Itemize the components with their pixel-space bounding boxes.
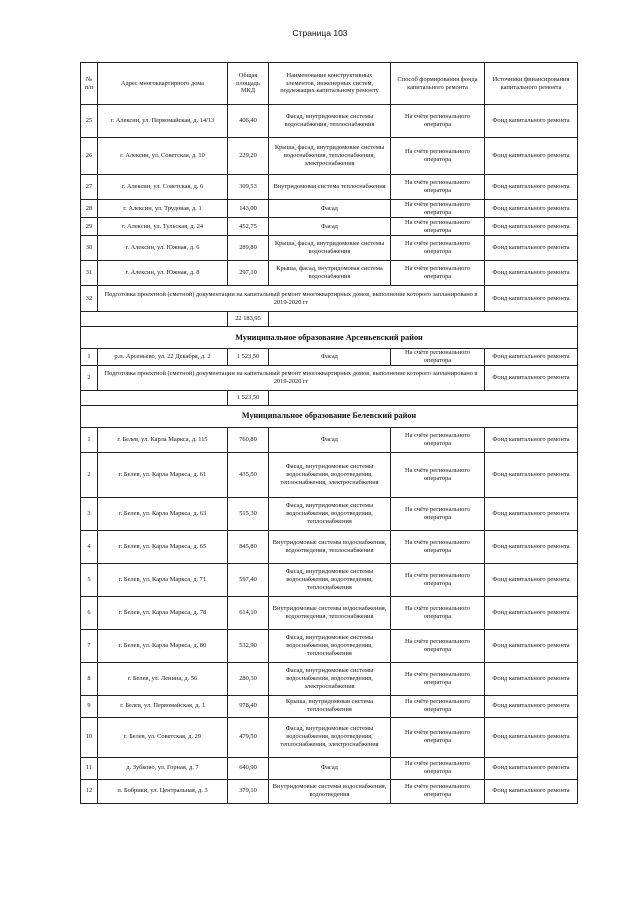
header-method: Способ формирования фонда капитального ремонта — [391, 63, 485, 105]
row-source: Фонд капитального ремонта — [485, 138, 578, 175]
row-elements: Фасад, внутридомовые системы водоснабжения, водоотведения, электроснабжения — [269, 662, 391, 695]
total-row — [81, 312, 578, 327]
row-source: Фонд капитального ремонта — [485, 349, 578, 366]
row-method: На счёте регионального оператора — [391, 218, 485, 236]
row-source: Фонд капитального ремонта — [485, 497, 578, 530]
row-source: Фонд капитального ремонта — [485, 563, 578, 596]
row-num: 30 — [81, 236, 98, 261]
row-num: 31 — [81, 261, 98, 286]
total-area: 22 183,95 — [228, 312, 269, 327]
design-docs-row — [81, 365, 578, 390]
table-row — [81, 497, 578, 530]
capital-repair-table — [80, 62, 578, 804]
row-area: 1 523,50 — [228, 349, 269, 366]
row-address: г. Алексин, ул. Южная, д. 6 — [98, 236, 228, 261]
header-num: № п/п — [81, 63, 98, 105]
table-row — [81, 717, 578, 757]
row-source: Фонд капитального ремонта — [485, 218, 578, 236]
row-elements: Внутридомовые системы водоснабжения, водоотведения, теплоснабжения — [269, 530, 391, 563]
row-elements: Внутридомовые системы водоснабжения, водоотведения, теплоснабжения — [269, 596, 391, 629]
row-method: На счёте регионального оператора — [391, 629, 485, 662]
row-source: Фонд капитального ремонта — [485, 530, 578, 563]
total-area: 1 523,50 — [228, 390, 269, 405]
table-row — [81, 757, 578, 779]
row-elements: Крыша, фасад, внутридомовая система водоснабжения — [269, 261, 391, 286]
row-num: 25 — [81, 105, 98, 138]
row-area: 229,20 — [228, 138, 269, 175]
row-num: 28 — [81, 200, 98, 218]
row-num: 10 — [81, 717, 98, 757]
table-row — [81, 105, 578, 138]
row-area: 452,75 — [228, 218, 269, 236]
row-elements: Фасад, внутридомовые системы водоснабжения, водоотведения, теплоснабжения, электроснабжения — [269, 452, 391, 497]
row-area: 289,80 — [228, 236, 269, 261]
row-source: Фонд капитального ремонта — [485, 779, 578, 803]
row-area: 143,00 — [228, 200, 269, 218]
row-source: Фонд капитального ремонта — [485, 200, 578, 218]
table-row — [81, 563, 578, 596]
row-num: 11 — [81, 757, 98, 779]
page-number: Страница 103 — [292, 28, 348, 38]
row-method: На счёте регионального оператора — [391, 695, 485, 717]
row-area: 435,50 — [228, 452, 269, 497]
row-source: Фонд капитального ремонта — [485, 261, 578, 286]
row-address: г. Белев, ул. Карла Маркса, д. 80 — [98, 629, 228, 662]
row-address: г. Алексин, ул. Советская, д. 6 — [98, 175, 228, 200]
section-row — [81, 405, 578, 427]
row-address: п. Бобрики, ул. Центральная, д. 3 — [98, 779, 228, 803]
row-elements: Фасад, внутридомовые системы водоснабжения, теплоснабжения — [269, 105, 391, 138]
header-source: Источники финансирования капитального ремонта — [485, 63, 578, 105]
row-method: На счёте регионального оператора — [391, 175, 485, 200]
row-area: 309,53 — [228, 175, 269, 200]
row-address: г. Алексин, ул. Первомайская, д. 14/13 — [98, 105, 228, 138]
table-row — [81, 349, 578, 366]
row-method: На счёте регионального оператора — [391, 497, 485, 530]
row-area: 640,90 — [228, 757, 269, 779]
row-method: На счёте регионального оператора — [391, 563, 485, 596]
row-method: На счёте регионального оператора — [391, 261, 485, 286]
row-source: Фонд капитального ремонта — [485, 452, 578, 497]
row-num: 29 — [81, 218, 98, 236]
row-method: На счёте регионального оператора — [391, 105, 485, 138]
row-elements: Фасад, внутридомовые системы водоснабжения, водоотведения, теплоснабжения — [269, 563, 391, 596]
row-address: г. Белев, ул. Ленина, д. 56 — [98, 662, 228, 695]
table-row — [81, 427, 578, 452]
header-elements: Наименование конструктивных элементов, инженерных систем, подлежащих капитальному ремонту — [269, 63, 391, 105]
row-elements: Фасад — [269, 349, 391, 366]
row-area: 515,30 — [228, 497, 269, 530]
row-elements: Крыша, внутридомовая система теплоснабжения — [269, 695, 391, 717]
design-docs-text: Подготовка проектной (сметной) документации на капитальный ремонт многоквартирных домов, выполнение которого запланировано в 2019-2020 гг — [98, 365, 485, 390]
row-num: 9 — [81, 695, 98, 717]
row-num: 32 — [81, 286, 98, 312]
row-method: На счёте регионального оператора — [391, 530, 485, 563]
row-method: На счёте регионального оператора — [391, 717, 485, 757]
row-area: 760,80 — [228, 427, 269, 452]
row-area: 297,10 — [228, 261, 269, 286]
row-address: г. Белев, ул. Карла Маркса, д. 78 — [98, 596, 228, 629]
row-elements: Фасад, внутридомовые системы водоснабжения, водоотведения, теплоснабжения — [269, 629, 391, 662]
table-row — [81, 218, 578, 236]
row-elements: Фасад, внутридомовые системы водоснабжения, водоотведения, теплоснабжения, электроснабжения — [269, 717, 391, 757]
row-area: 978,40 — [228, 695, 269, 717]
table-row — [81, 779, 578, 803]
row-source: Фонд капитального ремонта — [485, 717, 578, 757]
row-method: На счёте регионального оператора — [391, 427, 485, 452]
section-title: Муниципальное образование Арсеньевский район — [81, 327, 578, 349]
row-method: На счёте регионального оператора — [391, 779, 485, 803]
row-source: Фонд капитального ремонта — [485, 662, 578, 695]
row-source: Фонд капитального ремонта — [485, 105, 578, 138]
row-address: г. Белев, ул. Карла Маркса, д. 115 — [98, 427, 228, 452]
row-source: Фонд капитального ремонта — [485, 757, 578, 779]
table-row — [81, 530, 578, 563]
row-elements: Внутридомовая система теплоснабжения — [269, 175, 391, 200]
row-address: г. Белев, ул. Советская, д. 29 — [98, 717, 228, 757]
row-elements: Фасад — [269, 757, 391, 779]
row-source: Фонд капитального ремонта — [485, 596, 578, 629]
row-method: На счёте регионального оператора — [391, 200, 485, 218]
row-source: Фонд капитального ремонта — [485, 236, 578, 261]
row-address: г. Алексин, ул. Тульская, д. 24 — [98, 218, 228, 236]
row-source: Фонд капитального ремонта — [485, 427, 578, 452]
design-docs-row — [81, 286, 578, 312]
row-num: 2 — [81, 452, 98, 497]
table-row — [81, 236, 578, 261]
table-row — [81, 596, 578, 629]
row-address: г. Белев, ул. Карла Маркса, д. 71 — [98, 563, 228, 596]
row-source: Фонд капитального ремонта — [485, 365, 578, 390]
row-method: На счёте регионального оператора — [391, 757, 485, 779]
row-source: Фонд капитального ремонта — [485, 175, 578, 200]
row-method: На счёте регионального оператора — [391, 138, 485, 175]
total-row — [81, 390, 578, 405]
row-elements: Крыша, фасад, внутридомовые системы водоснабжения — [269, 236, 391, 261]
row-num: 8 — [81, 662, 98, 695]
table-row — [81, 261, 578, 286]
table-row — [81, 629, 578, 662]
row-address: г. Алексин, ул. Советская, д. 10 — [98, 138, 228, 175]
row-num: 3 — [81, 497, 98, 530]
row-area: 845,80 — [228, 530, 269, 563]
row-elements: Фасад — [269, 200, 391, 218]
table-row — [81, 662, 578, 695]
table-row — [81, 452, 578, 497]
row-num: 2 — [81, 365, 98, 390]
design-docs-text: Подготовка проектной (сметной) документации на капитальный ремонт многоквартирных домов, выполнение которого запланировано в 2019-2020 гг — [98, 286, 485, 312]
total-empty — [81, 390, 228, 405]
row-source: Фонд капитального ремонта — [485, 629, 578, 662]
row-num: 6 — [81, 596, 98, 629]
row-num: 27 — [81, 175, 98, 200]
row-address: г. Белев, ул. Карла Маркса, д. 65 — [98, 530, 228, 563]
table-row — [81, 200, 578, 218]
table-row — [81, 695, 578, 717]
row-method: На счёте регионального оператора — [391, 452, 485, 497]
row-elements: Крыша, фасад, внутридомовые системы водоснабжения, теплоснабжения, электроснабжения — [269, 138, 391, 175]
row-num: 12 — [81, 779, 98, 803]
section-row — [81, 327, 578, 349]
row-area: 280,30 — [228, 662, 269, 695]
row-method: На счёте регионального оператора — [391, 596, 485, 629]
row-address: г. Белев, ул. Карла Маркса, д. 63 — [98, 497, 228, 530]
row-area: 597,40 — [228, 563, 269, 596]
total-empty — [81, 312, 228, 327]
row-source: Фонд капитального ремонта — [485, 286, 578, 312]
row-method: На счёте регионального оператора — [391, 236, 485, 261]
row-address: д. Зубково, ул. Горная, д. 7 — [98, 757, 228, 779]
row-area: 532,90 — [228, 629, 269, 662]
section-title: Муниципальное образование Белевский район — [81, 405, 578, 427]
row-address: г. Алексин, ул. Южная, д. 8 — [98, 261, 228, 286]
row-num: 1 — [81, 349, 98, 366]
header-address: Адрес многоквартирного дома — [98, 63, 228, 105]
row-area: 379,10 — [228, 779, 269, 803]
row-address: г. Алексин, ул. Трудовая, д. 1 — [98, 200, 228, 218]
row-area: 614,10 — [228, 596, 269, 629]
row-area: 406,40 — [228, 105, 269, 138]
header-area: Общая площадь МКД — [228, 63, 269, 105]
row-elements: Фасад — [269, 218, 391, 236]
row-method: На счёте регионального оператора — [391, 662, 485, 695]
row-source: Фонд капитального ремонта — [485, 695, 578, 717]
total-empty — [269, 390, 578, 405]
row-elements: Фасад — [269, 427, 391, 452]
row-address: р.п. Арсеньево, ул. 22 Декабря, д. 2 — [98, 349, 228, 366]
row-method: На счёте регионального оператора — [391, 349, 485, 366]
row-elements: Фасад, внутридомовые системы водоснабжения, водоотведения, теплоснабжения — [269, 497, 391, 530]
row-address: г. Белев, ул. Карла Маркса, д. 61 — [98, 452, 228, 497]
table-row — [81, 175, 578, 200]
row-num: 26 — [81, 138, 98, 175]
row-num: 7 — [81, 629, 98, 662]
row-elements: Внутридомовые системы водоснабжения, водоотведения — [269, 779, 391, 803]
row-num: 5 — [81, 563, 98, 596]
row-address: г. Белев, ул. Первомайская, д. 1 — [98, 695, 228, 717]
row-num: 4 — [81, 530, 98, 563]
total-empty — [269, 312, 578, 327]
table-header-row — [81, 63, 578, 105]
row-num: 1 — [81, 427, 98, 452]
table-row — [81, 138, 578, 175]
row-area: 479,50 — [228, 717, 269, 757]
